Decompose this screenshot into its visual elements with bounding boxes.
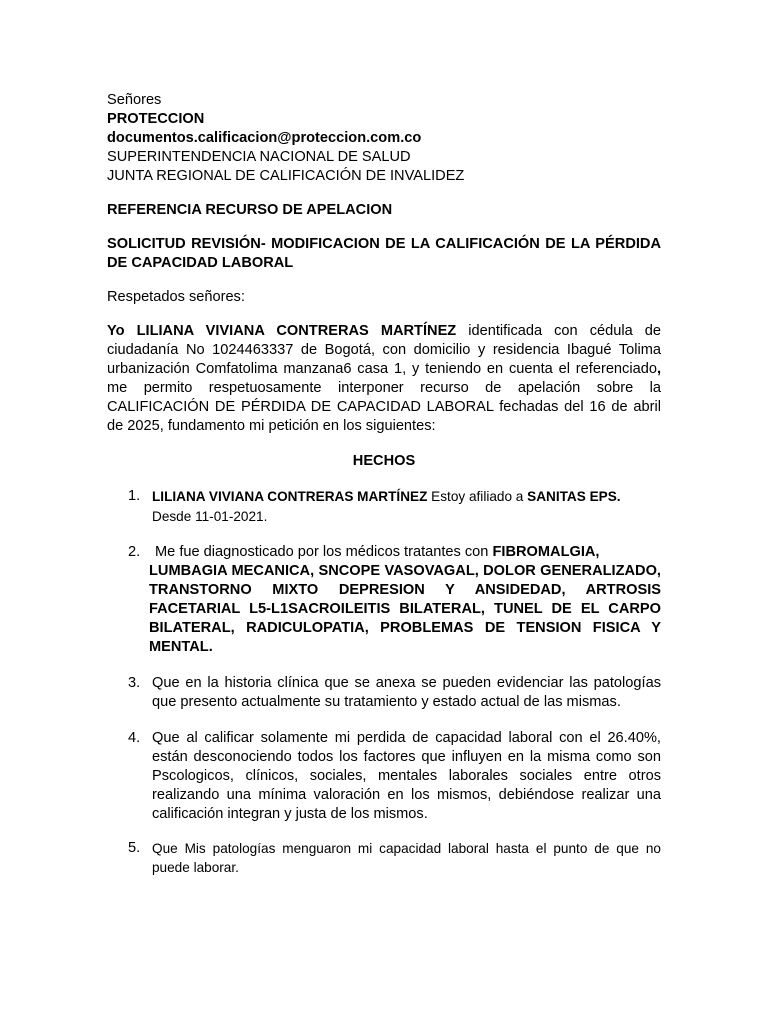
list-item (107, 543, 661, 657)
item-number: 5. (128, 840, 141, 856)
salutation: Señores (107, 92, 162, 108)
item-text-diagnoses: LUMBAGIA MECANICA, SNCOPE VASOVAGAL, DOLOR GENERALIZADO, TRANSTORNO MIXTO DEPRESION Y ANSIDEDAD, ARTROSIS FACETARIAL L5-L1SACROILEITIS BILATERAL, TUNEL DE EL CARPO BILATERAL, RADICULOPATIA, PROBLEMAS DE TENSION FISICA Y MENTAL. (149, 563, 661, 655)
list-item (107, 729, 661, 824)
item-text: LILIANA VIVIANA CONTRERAS MARTÍNEZ Estoy afiliado a SANITAS EPS. Desde 11-01-2021. (152, 489, 621, 524)
addressee-block (107, 91, 661, 186)
intro-name: Yo LILIANA VIVIANA CONTRERAS MARTÍNEZ (107, 323, 457, 339)
reference-line: REFERENCIA RECURSO DE APELACION (107, 202, 393, 218)
item-text: Que al calificar solamente mi perdida de capacidad laboral con el 26.40%, están desconociendo todos los factores que influyen en la misma como son Pscologicos, clínicos, sociales, mentales laborales sociales entre otros realizando una mínima valoración en los mismos, debiéndose realizar una calificación integran y justa de los mismos. (152, 730, 661, 822)
item-text-first-line: Me fue diagnosticado por los médicos tratantes con FIBROMALGIA, (155, 544, 600, 560)
company-name: PROTECCION (107, 111, 205, 127)
item-text: Que Mis patologías menguaron mi capacidad laboral hasta el punto de que no puede laborar. (152, 841, 661, 875)
letter-body (107, 91, 661, 877)
intro-paragraph (107, 322, 661, 436)
list-item (107, 674, 661, 712)
item-number: 1. (128, 488, 141, 504)
entity-superintendencia: SUPERINTENDENCIA NACIONAL DE SALUD (107, 149, 411, 165)
company-email: documentos.calificacion@proteccion.com.co (107, 130, 422, 146)
item-number: 2. (128, 544, 141, 560)
list-item (107, 487, 661, 527)
facts-heading: HECHOS (352, 453, 416, 469)
list-item (107, 839, 661, 877)
intro-comma: , (656, 361, 661, 377)
entity-junta: JUNTA REGIONAL DE CALIFICACIÓN DE INVALIDEZ (107, 168, 465, 184)
item-text: Que en la historia clínica que se anexa se pueden evidenciar las patologías que presento actualmente su tratamiento y estado actual de las mismas. (152, 675, 661, 710)
intro-text-2: me permito respetuosamente interponer recurso de apelación sobre la CALIFICACIÓN DE PÉRDIDA DE CAPACIDAD LABORAL fechadas del 16 de abril de 2025, fundamento mi petición en los siguientes: (107, 380, 661, 434)
request-title: SOLICITUD REVISIÓN- MODIFICACION DE LA CALIFICACIÓN DE LA PÉRDIDA DE CAPACIDAD LABORAL (107, 236, 661, 271)
item-number: 4. (128, 730, 141, 746)
intro-text-1: identificada con cédula de ciudadanía No 1024463337 de Bogotá, con domicilio y residencia Ibagué Tolima urbanización Comfatolima manzana6 casa 1, y teniendo en cuenta el referenciado (107, 323, 661, 377)
facts-list (107, 487, 661, 877)
item-number: 3. (128, 675, 141, 691)
greeting: Respetados señores: (107, 289, 245, 305)
